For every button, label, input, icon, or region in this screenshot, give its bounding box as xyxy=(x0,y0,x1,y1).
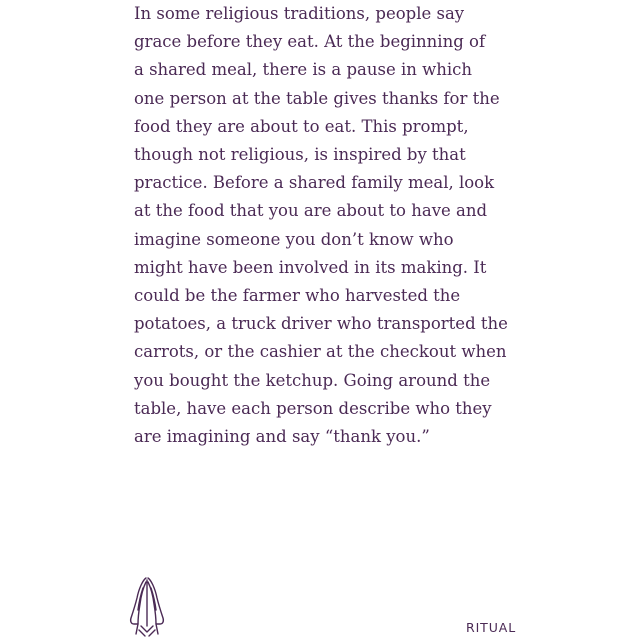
prompt-line: could be the farmer who harvested the xyxy=(134,286,461,306)
prompt-line: In some religious traditions, people say xyxy=(134,4,465,23)
prompt-line: you bought the ketchup. Going around the xyxy=(134,370,491,390)
prompt-line: imagine someone you don’t know who xyxy=(134,229,454,249)
prompt-line: practice. Before a shared family meal, look xyxy=(134,173,495,193)
prompt-body xyxy=(134,0,534,451)
prompt-line: food they are about to eat. This prompt, xyxy=(134,116,469,136)
prompt-line: grace before they eat. At the beginning of xyxy=(134,32,486,52)
prompt-line: carrots, or the cashier at the checkout when xyxy=(134,342,507,362)
prompt-line: one person at the table gives thanks for the xyxy=(134,88,500,108)
prompt-line: at the food that you are about to have and xyxy=(134,201,488,221)
prompt-line: potatoes, a truck driver who transported the xyxy=(134,314,508,334)
category-label: RITUAL xyxy=(466,620,517,635)
prompt-line: though not religious, is inspired by that xyxy=(134,145,466,165)
prompt-line: a shared meal, there is a pause in which xyxy=(134,60,473,80)
prompt-line: might have been involved in its making. It xyxy=(134,257,487,277)
prompt-line: table, have each person describe who they xyxy=(134,398,492,418)
praying-hands-icon xyxy=(127,574,167,638)
prompt-line: are imagining and say “thank you.” xyxy=(134,427,430,447)
